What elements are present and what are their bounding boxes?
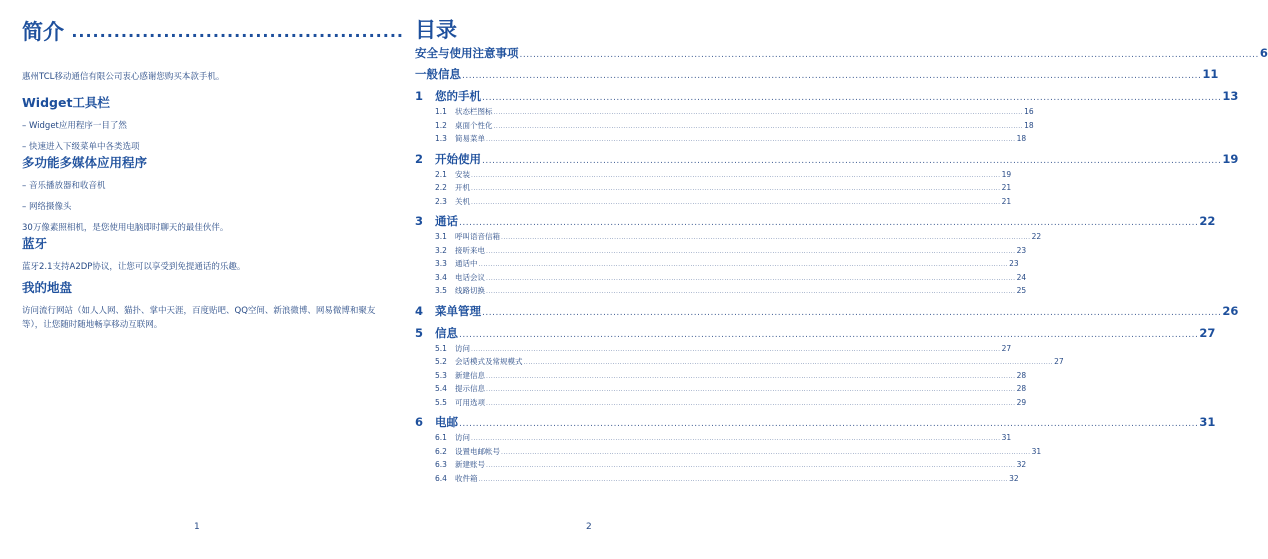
toc-leader-dots: ............................................................................................................................................................................................................................: [462, 71, 1202, 81]
toc-entry[interactable]: [415, 459, 1027, 473]
intro-title-dots: ...............................................: [71, 22, 404, 41]
toc-entry-page: 28: [1016, 370, 1027, 380]
toc-entry-page: 27: [1199, 325, 1216, 340]
toc-entry-label: 简易菜单: [455, 134, 485, 143]
toc-entry[interactable]: [415, 151, 1239, 169]
toc-entry-label: 可用选项: [455, 397, 485, 407]
toc-entry[interactable]: [415, 231, 1042, 245]
toc-entry[interactable]: [415, 106, 1034, 120]
toc-entry[interactable]: [415, 88, 1239, 106]
toc-leader-dots: ............................................................................................................................................................................................................................: [471, 185, 1001, 192]
toc-entry[interactable]: [415, 213, 1216, 231]
toc-leader-dots: ............................................................................................................................................................................................................................: [523, 359, 1054, 366]
toc-entry[interactable]: [415, 356, 1064, 370]
toc-entry-page: 19: [1001, 169, 1012, 179]
toc-entry-label: 通话: [435, 214, 458, 228]
toc-entry-page: 26: [1222, 303, 1239, 318]
section-line: 蓝牙2.1支持A2DP协议，让您可以享受到免提通话的乐趣。: [22, 262, 246, 272]
toc-entry-page: 21: [1001, 196, 1012, 206]
toc-entry-number: 3.1: [435, 232, 447, 241]
toc-entry-number: 2.2: [435, 183, 447, 192]
toc-entry[interactable]: [415, 370, 1027, 384]
toc-entry[interactable]: [415, 45, 1268, 63]
toc-entry[interactable]: [415, 133, 1027, 147]
section-heading: 多功能多媒体应用程序: [22, 155, 148, 170]
toc-entry-label: 开始使用: [435, 151, 481, 166]
toc-entry-label: 一般信息: [415, 67, 461, 81]
section-line: – Widget应用程序一目了然: [22, 121, 127, 131]
toc-leader-dots: ............................................................................................................................................................................................................................: [482, 155, 1222, 166]
toc-entry-number: 5.5: [435, 397, 447, 407]
page-number: 1: [194, 522, 200, 532]
toc-entry[interactable]: [415, 285, 1027, 299]
toc-leader-dots: ............................................................................................................................................................................................................................: [471, 171, 1001, 179]
toc-entry-number: 3.4: [435, 272, 447, 282]
toc-leader-dots: ............................................................................................................................................................................................................................: [486, 247, 1016, 255]
toc-entry-page: 25: [1016, 286, 1027, 295]
toc-entry-page: 31: [1031, 446, 1042, 456]
intro-title: [22, 22, 404, 43]
toc-entry-page: 18: [1024, 120, 1034, 130]
toc-leader-dots: ............................................................................................................................................................................................................................: [459, 218, 1199, 228]
toc-entry[interactable]: [415, 325, 1216, 343]
toc-entry-label: 访问: [455, 343, 470, 353]
toc-entry-number: 5: [415, 325, 424, 340]
toc-entry-label: 开机: [455, 183, 470, 192]
section-line: – 网络摄像头: [22, 202, 72, 212]
toc-entry-label: 电话会议: [455, 272, 485, 282]
section-heading: 我的地盘: [22, 280, 73, 295]
toc-entry-label: 安装: [455, 169, 470, 179]
toc-entry-number: 6.1: [435, 433, 447, 442]
toc-leader-dots: ............................................................................................................................................................................................................................: [471, 345, 1001, 353]
toc-entry-number: 1: [415, 89, 424, 103]
toc-entry-label: 电邮: [435, 415, 458, 429]
toc-entry-page: 11: [1202, 67, 1219, 81]
toc-entry-label: 关机: [455, 196, 470, 206]
toc-leader-dots: ............................................................................................................................................................................................................................: [486, 136, 1016, 143]
toc-entry[interactable]: [415, 169, 1012, 183]
toc-leader-dots: ............................................................................................................................................................................................................................: [501, 234, 1031, 241]
toc-entry-label: 安全与使用注意事项: [415, 46, 519, 60]
section-multimedia: [22, 153, 382, 242]
toc-leader-dots: ............................................................................................................................................................................................................................: [471, 198, 1001, 206]
toc-entry[interactable]: [415, 66, 1219, 84]
toc-leader-dots: ............................................................................................................................................................................................................................: [486, 274, 1016, 282]
section-line: – 音乐播放器和收音机: [22, 181, 106, 191]
toc-entry[interactable]: [415, 343, 1012, 357]
toc-entry-number: 1.3: [435, 134, 447, 143]
toc-entry-number: 6.2: [435, 446, 447, 456]
intro-text: 惠州TCL移动通信有限公司衷心感谢您购买本款手机。: [22, 72, 225, 82]
section-my-space: [22, 278, 377, 339]
toc-entry[interactable]: [415, 120, 1034, 134]
toc-entry-page: 22: [1031, 232, 1042, 241]
toc-entry-page: 16: [1024, 107, 1034, 116]
toc-leader-dots: ............................................................................................................................................................................................................................: [478, 261, 1009, 268]
toc-leader-dots: ............................................................................................................................................................................................................................: [459, 419, 1199, 429]
toc-entry-number: 5.4: [435, 384, 447, 393]
toc-leader-dots: ............................................................................................................................................................................................................................: [486, 372, 1016, 380]
toc-entry-label: 提示信息: [455, 384, 485, 393]
toc-entry-number: 6: [415, 415, 424, 429]
toc-entry[interactable]: [415, 446, 1042, 460]
toc-entry-label: 菜单管理: [435, 303, 481, 318]
toc-leader-dots: ............................................................................................................................................................................................................................: [482, 93, 1222, 103]
toc-entry-label: 新建信息: [455, 370, 485, 380]
toc-entry-page: 24: [1016, 272, 1027, 282]
toc-entry-number: 3: [415, 214, 424, 228]
toc-entry-page: 13: [1222, 89, 1239, 103]
toc-entry-label: 收件箱: [455, 473, 478, 483]
toc-entry-number: 3.3: [435, 259, 447, 268]
toc-leader-dots: ............................................................................................................................................................................................................................: [519, 50, 1259, 60]
toc-entry-page: 31: [1001, 433, 1012, 442]
toc-entry-number: 3.2: [435, 245, 447, 255]
toc-entry-page: 21: [1001, 183, 1012, 192]
toc-entry[interactable]: [415, 383, 1027, 397]
toc-entry[interactable]: [415, 473, 1019, 487]
toc-entry-page: 23: [1009, 259, 1019, 268]
toc-entry-label: 新建账号: [455, 460, 485, 469]
toc-title: 目录: [415, 18, 457, 42]
toc-entry-number: 5.3: [435, 370, 447, 380]
toc-entry-page: 19: [1222, 151, 1239, 166]
page-number: 2: [586, 522, 592, 532]
toc-entry[interactable]: [415, 272, 1027, 286]
toc-leader-dots: ............................................................................................................................................................................................................................: [493, 122, 1024, 130]
intro-title-text: 简介: [22, 20, 64, 44]
toc-leader-dots: ............................................................................................................................................................................................................................: [459, 329, 1199, 340]
toc-entry-label: 通话中: [455, 259, 478, 268]
toc-entry[interactable]: [415, 303, 1239, 321]
toc-entry-number: 6.4: [435, 473, 447, 483]
toc-entry-page: 31: [1199, 415, 1216, 429]
table-of-contents: [415, 45, 1268, 486]
toc-entry-number: 1.1: [435, 107, 447, 116]
toc-entry-page: 6: [1259, 46, 1268, 60]
toc-leader-dots: ............................................................................................................................................................................................................................: [482, 307, 1222, 318]
toc-leader-dots: ............................................................................................................................................................................................................................: [486, 288, 1016, 295]
toc-entry-label: 接听来电: [455, 245, 485, 255]
toc-leader-dots: ............................................................................................................................................................................................................................: [486, 399, 1016, 407]
toc-entry-label: 线路切换: [455, 286, 485, 295]
right-page: [393, 0, 1268, 559]
toc-entry[interactable]: [415, 414, 1216, 432]
left-page: [0, 0, 404, 559]
toc-entry-number: 5.2: [435, 357, 447, 366]
toc-entry-number: 2.3: [435, 196, 447, 206]
toc-leader-dots: ............................................................................................................................................................................................................................: [486, 386, 1016, 393]
toc-entry-label: 设置电邮帐号: [455, 446, 500, 456]
toc-entry-number: 4: [415, 303, 424, 318]
toc-entry-number: 6.3: [435, 460, 447, 469]
toc-entry-label: 信息: [435, 325, 458, 340]
toc-entry-number: 5.1: [435, 343, 447, 353]
toc-entry-page: 27: [1054, 357, 1064, 366]
toc-leader-dots: ............................................................................................................................................................................................................................: [493, 109, 1024, 116]
toc-entry-number: 2: [415, 151, 424, 166]
toc-entry-number: 2.1: [435, 169, 447, 179]
section-widget: [22, 93, 382, 161]
toc-entry[interactable]: [415, 397, 1027, 411]
toc-entry-label: 状态栏图标: [455, 107, 493, 116]
toc-leader-dots: ............................................................................................................................................................................................................................: [478, 475, 1009, 483]
toc-leader-dots: ............................................................................................................................................................................................................................: [486, 462, 1016, 469]
toc-entry-page: 22: [1199, 214, 1216, 228]
section-bluetooth: [22, 234, 382, 281]
toc-entry[interactable]: [415, 182, 1012, 196]
toc-leader-dots: ............................................................................................................................................................................................................................: [501, 448, 1031, 456]
toc-entry-page: 32: [1009, 473, 1019, 483]
toc-entry[interactable]: [415, 432, 1012, 446]
section-line: – 快速进入下级菜单中各类选项: [22, 142, 140, 152]
toc-entry-number: 1.2: [435, 120, 447, 130]
toc-entry-label: 您的手机: [435, 89, 481, 103]
toc-entry-page: 27: [1001, 343, 1012, 353]
section-line: 访问流行网站（如人人网、猫扑、掌中天涯，百度贴吧、QQ空间、新浪微博、网易微博和聚友等），让您随时随地畅享移动互联网。: [22, 306, 376, 330]
toc-entry-label: 访问: [455, 433, 470, 442]
section-heading: Widget工具栏: [22, 95, 110, 110]
toc-entry-label: 桌面个性化: [455, 120, 493, 130]
toc-entry-page: 28: [1016, 384, 1027, 393]
toc-entry-label: 会话模式及常规模式: [455, 357, 523, 366]
section-heading: 蓝牙: [22, 236, 48, 251]
toc-entry-label: 呼叫语音信箱: [455, 232, 500, 241]
toc-entry-page: 32: [1016, 460, 1027, 469]
toc-leader-dots: ............................................................................................................................................................................................................................: [471, 435, 1001, 442]
toc-entry[interactable]: [415, 258, 1019, 272]
toc-entry[interactable]: [415, 196, 1012, 210]
toc-entry-page: 23: [1016, 245, 1027, 255]
toc-entry[interactable]: [415, 245, 1027, 259]
toc-entry-page: 18: [1016, 134, 1027, 143]
section-line: 30万像素照相机，是您使用电脑即时聊天的最佳伙伴。: [22, 223, 229, 233]
toc-entry-number: 3.5: [435, 286, 447, 295]
toc-entry-page: 29: [1016, 397, 1027, 407]
